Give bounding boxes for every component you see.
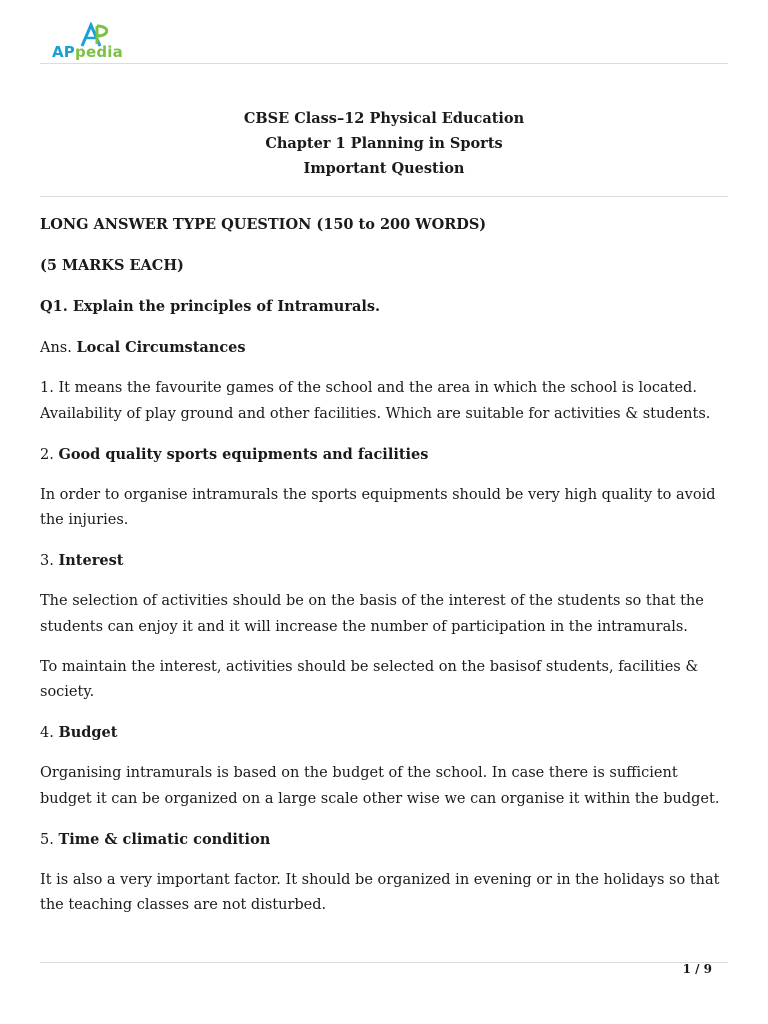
document-title (40, 106, 728, 181)
point-heading: 5. Time & climatic condition (40, 830, 271, 848)
section-heading: LONG ANSWER TYPE QUESTION (150 to 200 WORDS) (40, 216, 487, 233)
answer-heading: Ans. Local Circumstances (40, 339, 246, 356)
appedia-logo (52, 22, 142, 64)
document-body (40, 212, 730, 933)
section-marks: (5 MARKS EACH) (40, 257, 184, 274)
footer-divider (40, 962, 728, 963)
point-text: Organising intramurals is based on the budget of the school. In case there is sufficient budget it can be organized on a large scale other wise we can organise it within the budget. (40, 765, 720, 807)
point-text: To maintain the interest, activities should be selected on the basisof students, facilities & society. (40, 658, 699, 700)
point-text: In order to organise intramurals the sports equipments should be very high quality to avoid the injuries. (40, 486, 716, 528)
logo-brand-pedia: pedia (75, 43, 123, 61)
title-line-class: CBSE Class–12 Physical Education (243, 110, 525, 127)
point-heading: 2. Good quality sports equipments and facilities (40, 445, 429, 463)
point-text: The selection of activities should be on the basis of the interest of the students so that the students can enjoy it and it will increase the number of participation in the intramurals. (40, 593, 704, 635)
point-heading: 3. Interest (40, 552, 124, 569)
page-number: 1 / 9 (682, 962, 712, 976)
question: Q1. Explain the principles of Intramurals. (40, 298, 381, 315)
logo-brand-ap: AP (52, 43, 76, 61)
point-heading: 4. Budget (40, 724, 118, 741)
header-divider (40, 63, 728, 64)
point-text: 1. It means the favourite games of the school and the area in which the school is located. Availability of play ground and other facilities. Which are suitable for activities & students. (40, 380, 711, 422)
title-line-type: Important Question (303, 160, 465, 177)
title-line-chapter: Chapter 1 Planning in Sports (265, 135, 503, 152)
title-divider (40, 196, 728, 197)
point-text: It is also a very important factor. It should be organized in evening or in the holidays so that the teaching classes are not disturbed. (40, 871, 720, 913)
logo-text (52, 42, 123, 62)
